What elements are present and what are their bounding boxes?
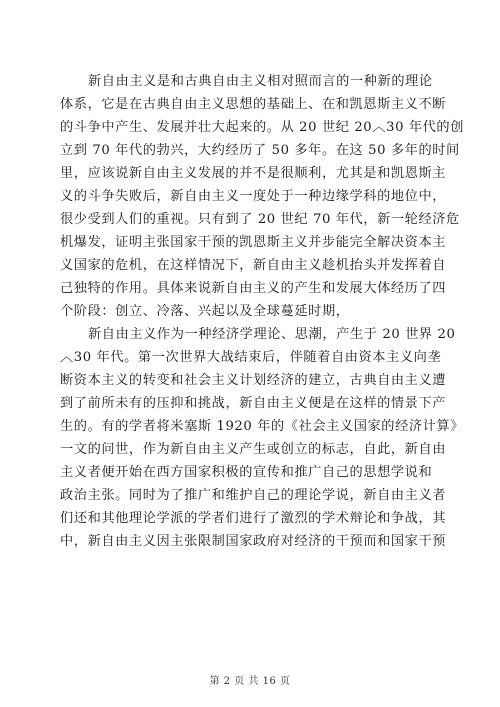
text-line: 断资本主义的转变和社会主义计划经济的建立，古典自由主义遭	[60, 373, 447, 388]
text-line: 立到 70 年代的勃兴，大约经历了 50 多年。在这 50 多年的时间	[60, 143, 460, 158]
text-line: 的斗争中产生、发展并壮大起来的。从 20 世纪 20︿30 年代的创	[60, 120, 465, 135]
text-line: 机爆发，证明主张国家干预的凯恩斯主义并步能完全解决资本主	[60, 235, 447, 250]
text-line: 义国家的危机，在这样情况下，新自由主义趁机抬头并发挥着自	[60, 258, 447, 273]
text-line: 里，应该说新自由主义发展的并不是很顺利，尤其是和凯恩斯主	[60, 166, 447, 181]
text-line: 们还和其他理论学派的学者们进行了激烈的学术辩论和争战，其	[60, 511, 447, 526]
text-line: 新自由主义是和古典自由主义相对照而言的一种新的理论	[88, 74, 433, 89]
text-line: 生的。有的学者将米塞斯 1920 年的《社会主义国家的经济计算》	[60, 419, 465, 434]
text-line: 个阶段：创立、冷落、兴起以及全球蔓延时期，	[60, 304, 350, 319]
text-line: 主义者便开始在西方国家积极的宣传和推广自己的思想学说和	[60, 465, 433, 480]
text-line: ︿30 年代。第一次世界大战结束后，伴随着自由资本主义向垄	[60, 350, 442, 365]
text-line: 中，新自由主义因主张限制国家政府对经济的干预而和国家干预	[60, 534, 447, 549]
text-line: 到了前所未有的压抑和挑战，新自由主义便是在这样的情景下产	[60, 396, 447, 411]
text-line: 己独特的作用。具体来说新自由主义的产生和发展大体经历了四	[60, 281, 447, 296]
text-line: 体系，它是在古典自由主义思想的基础上、在和凯恩斯主义不断	[60, 97, 447, 112]
paragraph	[60, 323, 465, 553]
text-line: 义的斗争失败后，新自由主义一度处于一种边缘学科的地位中，	[60, 189, 447, 204]
text-line: 一文的问世，作为新自由主义产生或创立的标志，自此，新自由	[60, 442, 447, 457]
text-line: 政治主张。同时为了推广和维护自己的理论学说，新自由主义者	[60, 488, 447, 503]
page-footer: 第 2 页 共 16 页	[209, 676, 291, 687]
paragraph	[60, 70, 465, 323]
text-line: 很少受到人们的重视。只有到了 20 世纪 70 年代，新一轮经济危	[60, 212, 460, 227]
text-line: 新自由主义作为一种经济学理论、思潮，产生于 20 世界 20	[88, 327, 456, 342]
document-body	[60, 70, 465, 553]
